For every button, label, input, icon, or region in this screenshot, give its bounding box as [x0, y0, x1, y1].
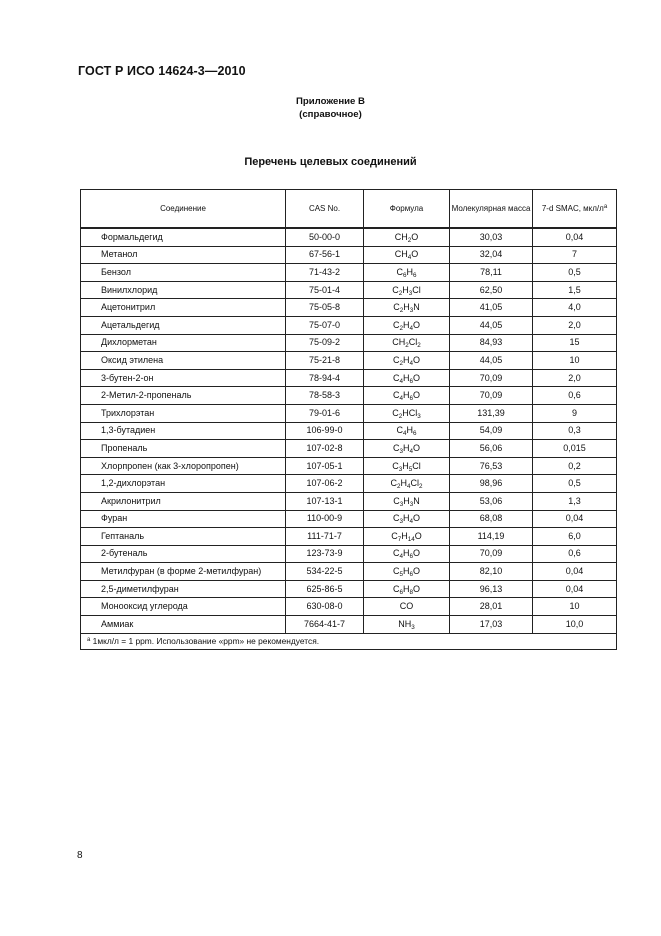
cas-number-cell: 71-43-2 — [286, 264, 364, 282]
formula-subscript: 8 — [409, 588, 413, 596]
table-body — [81, 228, 617, 633]
formula-subscript: 5 — [399, 571, 403, 579]
compound-name-cell: Метанол — [81, 246, 286, 264]
formula-part: O — [414, 530, 422, 541]
smac-value-cell: 0,015 — [533, 440, 617, 458]
molecular-mass-cell: 70,09 — [450, 387, 533, 405]
formula-part: C — [396, 425, 403, 436]
molecular-mass-cell: 53,06 — [450, 492, 533, 510]
formula-subscript: 2 — [419, 483, 423, 491]
formula-part: CO — [399, 601, 414, 612]
formula-cell — [364, 264, 450, 282]
table-row — [81, 334, 617, 352]
smac-value-cell: 10 — [533, 598, 617, 616]
formula-part: C — [391, 530, 398, 541]
formula-subscript: 4 — [407, 254, 412, 262]
formula-part: Cl — [412, 284, 421, 295]
smac-value-cell: 0,04 — [533, 563, 617, 581]
formula-subscript: 2 — [417, 342, 421, 350]
formula-subscript: 3 — [399, 447, 403, 455]
compound-name-cell: Хлорпропен (как 3-хлоропропен) — [81, 457, 286, 475]
formula-part: O — [413, 354, 421, 365]
formula-cell — [364, 440, 450, 458]
formula-cell — [364, 475, 450, 493]
cas-number-cell: 123-73-9 — [286, 545, 364, 563]
formula-cell — [364, 246, 450, 264]
smac-value-cell: 2,0 — [533, 369, 617, 387]
formula-subscript: 3 — [398, 465, 403, 473]
appendix-heading — [0, 95, 661, 121]
molecular-mass-cell: 70,09 — [450, 545, 533, 563]
molecular-mass-cell: 30,03 — [450, 228, 533, 246]
smac-value-cell: 0,04 — [533, 510, 617, 528]
cas-number-cell: 630-08-0 — [286, 598, 364, 616]
formula-part: C — [392, 407, 399, 418]
table-row — [81, 316, 617, 334]
formula-cell — [364, 299, 450, 317]
compound-name-cell: Гептаналь — [81, 528, 286, 546]
formula-part: H — [406, 266, 413, 277]
formula-part: H — [402, 442, 410, 453]
compound-name-cell: 2-Метил-2-пропеналь — [81, 387, 286, 405]
footnote-mark: а — [87, 636, 91, 643]
footnote-cell — [81, 633, 617, 649]
molecular-mass-cell: 54,09 — [450, 422, 533, 440]
table-row — [81, 492, 617, 510]
formula-subscript: 6 — [409, 553, 413, 561]
cas-number-cell: 107-02-8 — [286, 440, 364, 458]
formula-part: O — [413, 390, 421, 401]
cas-number-cell: 106-99-0 — [286, 422, 364, 440]
formula-cell — [364, 457, 450, 475]
column-header-smac — [533, 190, 617, 229]
molecular-mass-cell: 82,10 — [450, 563, 533, 581]
formula-part: C — [392, 284, 399, 295]
formula-part: H — [402, 372, 410, 383]
smac-value-cell: 2,0 — [533, 316, 617, 334]
compound-name-cell: 3-бутен-2-он — [81, 369, 286, 387]
compound-name-cell: 1,3-бутадиен — [81, 422, 286, 440]
formula-subscript: 2 — [399, 324, 403, 332]
formula-part: Cl — [410, 478, 419, 489]
column-header-cas: CAS No. — [286, 190, 364, 229]
molecular-mass-cell: 98,96 — [450, 475, 533, 493]
formula-part: HCl — [402, 407, 418, 418]
smac-value-cell: 0,04 — [533, 580, 617, 598]
compound-name-cell: Бензол — [81, 264, 286, 282]
cas-number-cell: 107-13-1 — [286, 492, 364, 510]
formula-subscript: 3 — [417, 412, 421, 420]
formula-part: Cl — [412, 460, 421, 471]
compound-name-cell: Ацетонитрил — [81, 299, 286, 317]
smac-value-cell: 0,2 — [533, 457, 617, 475]
compound-name-cell: Формальдегид — [81, 228, 286, 246]
column-header-formula: Формула — [364, 190, 450, 229]
table-row — [81, 369, 617, 387]
formula-subscript: 3 — [399, 500, 404, 508]
formula-subscript: 6 — [402, 271, 407, 279]
formula-part: H — [403, 302, 410, 313]
formula-part: C — [393, 302, 400, 313]
smac-value-cell: 4,0 — [533, 299, 617, 317]
formula-subscript: 4 — [402, 430, 407, 438]
formula-part: H — [402, 354, 410, 365]
formula-part: C — [392, 390, 400, 401]
formula-part: H — [400, 478, 407, 489]
formula-cell — [364, 492, 450, 510]
appendix-subtitle: (справочное) — [299, 109, 362, 120]
formula-subscript: 6 — [409, 395, 413, 403]
formula-subscript: 2 — [399, 359, 403, 367]
cas-number-cell: 534-22-5 — [286, 563, 364, 581]
formula-subscript: 6 — [399, 588, 403, 596]
formula-cell — [364, 616, 450, 634]
formula-cell — [364, 598, 450, 616]
cas-number-cell: 625-86-5 — [286, 580, 364, 598]
molecular-mass-cell: 56,06 — [450, 440, 533, 458]
formula-cell — [364, 387, 450, 405]
table-row — [81, 404, 617, 422]
formula-part: C — [392, 319, 400, 330]
formula-part: N — [413, 302, 420, 313]
formula-part: O — [411, 249, 419, 260]
column-header-mass: Молекулярная масса — [450, 190, 533, 229]
cas-number-cell: 79-01-6 — [286, 404, 364, 422]
compound-name-cell: Акрилонитрил — [81, 492, 286, 510]
molecular-mass-cell: 28,01 — [450, 598, 533, 616]
formula-subscript: 2 — [407, 236, 412, 244]
compound-name-cell: Пропеналь — [81, 440, 286, 458]
formula-part: H — [402, 513, 410, 524]
molecular-mass-cell: 62,50 — [450, 281, 533, 299]
formula-subscript: 6 — [409, 377, 413, 385]
formula-cell — [364, 228, 450, 246]
compound-name-cell: Метилфуран (в форме 2-метилфуран) — [81, 563, 286, 581]
smac-footnote-mark: а — [603, 204, 608, 210]
smac-value-cell: 0,6 — [533, 387, 617, 405]
formula-cell — [364, 422, 450, 440]
cas-number-cell: 7664-41-7 — [286, 616, 364, 634]
cas-number-cell: 111-71-7 — [286, 528, 364, 546]
appendix-title: Приложение В — [296, 96, 365, 107]
table-row — [81, 352, 617, 370]
formula-cell — [364, 369, 450, 387]
formula-part: O — [413, 566, 421, 577]
formula-part: C — [392, 354, 400, 365]
smac-value-cell: 7 — [533, 246, 617, 264]
formula-subscript: 3 — [408, 289, 413, 297]
molecular-mass-cell: 68,08 — [450, 510, 533, 528]
formula-part: C — [390, 478, 397, 489]
formula-part: Cl — [408, 337, 418, 348]
compound-name-cell: Винилхлорид — [81, 281, 286, 299]
formula-cell — [364, 334, 450, 352]
smac-value-cell: 10,0 — [533, 616, 617, 634]
formula-part: CH — [394, 231, 408, 242]
formula-part: C — [392, 460, 399, 471]
compound-name-cell: Оксид этилена — [81, 352, 286, 370]
compounds-table — [80, 189, 617, 650]
formula-subscript: 2 — [396, 483, 401, 491]
formula-part: C — [396, 266, 403, 277]
formula-part: C — [392, 548, 400, 559]
smac-value-cell: 6,0 — [533, 528, 617, 546]
formula-subscript: 3 — [409, 500, 414, 508]
formula-part: H — [403, 495, 410, 506]
molecular-mass-cell: 84,93 — [450, 334, 533, 352]
formula-subscript: 6 — [409, 571, 413, 579]
formula-part: C — [392, 372, 400, 383]
cas-number-cell: 107-05-1 — [286, 457, 364, 475]
compound-name-cell: Дихлорметан — [81, 334, 286, 352]
formula-cell — [364, 510, 450, 528]
formula-part: C — [392, 583, 400, 594]
formula-subscript: 3 — [399, 518, 403, 526]
molecular-mass-cell: 44,05 — [450, 352, 533, 370]
document-header: ГОСТ Р ИСО 14624-3—2010 — [78, 64, 246, 78]
molecular-mass-cell: 17,03 — [450, 616, 533, 634]
compound-name-cell: 2-бутеналь — [81, 545, 286, 563]
formula-subscript: 6 — [413, 430, 417, 438]
formula-subscript: 2 — [398, 289, 403, 297]
table-row — [81, 563, 617, 581]
formula-cell — [364, 316, 450, 334]
footnote-row — [81, 633, 617, 649]
table-row — [81, 580, 617, 598]
formula-part: H — [402, 566, 410, 577]
formula-part: O — [413, 583, 421, 594]
formula-subscript: 4 — [409, 518, 413, 526]
compound-name-cell: 2,5-диметилфуран — [81, 580, 286, 598]
table-row — [81, 616, 617, 634]
smac-value-cell: 0,04 — [533, 228, 617, 246]
formula-part: O — [411, 231, 419, 242]
compound-name-cell: Аммиак — [81, 616, 286, 634]
table-row — [81, 545, 617, 563]
smac-header-label: 7-d SMAC, мкл/л — [541, 204, 604, 213]
table-header-row — [81, 190, 617, 229]
compound-name-cell: Фуран — [81, 510, 286, 528]
formula-subscript: 4 — [409, 359, 413, 367]
molecular-mass-cell: 44,05 — [450, 316, 533, 334]
cas-number-cell: 78-58-3 — [286, 387, 364, 405]
list-title: Перечень целевых соединений — [244, 156, 417, 168]
formula-subscript: 4 — [399, 395, 403, 403]
formula-part: O — [413, 442, 421, 453]
formula-part: H — [402, 390, 410, 401]
table-row — [81, 457, 617, 475]
cas-number-cell: 75-05-8 — [286, 299, 364, 317]
formula-cell — [364, 404, 450, 422]
formula-cell — [364, 281, 450, 299]
formula-subscript: 6 — [413, 271, 417, 279]
formula-part: C — [392, 513, 400, 524]
formula-subscript: 3 — [411, 623, 415, 631]
molecular-mass-cell: 76,53 — [450, 457, 533, 475]
formula-subscript: 4 — [399, 553, 403, 561]
table-row — [81, 422, 617, 440]
smac-value-cell: 10 — [533, 352, 617, 370]
formula-part: H — [401, 530, 408, 541]
formula-part: O — [413, 319, 421, 330]
page-number: 8 — [77, 850, 83, 861]
formula-subscript: 2 — [399, 307, 404, 315]
cas-number-cell: 107-06-2 — [286, 475, 364, 493]
formula-part: H — [402, 460, 409, 471]
footnote-text: 1мкл/л = 1 ppm. Использование «ppm» не рекомендуется. — [90, 635, 320, 646]
formula-subscript: 4 — [409, 324, 413, 332]
molecular-mass-cell: 96,13 — [450, 580, 533, 598]
molecular-mass-cell: 78,11 — [450, 264, 533, 282]
smac-value-cell: 0,6 — [533, 545, 617, 563]
formula-subscript: 2 — [398, 412, 403, 420]
formula-part: H — [406, 425, 413, 436]
formula-part: CH — [392, 337, 406, 348]
compound-name-cell: Монооксид углерода — [81, 598, 286, 616]
cas-number-cell: 67-56-1 — [286, 246, 364, 264]
formula-cell — [364, 580, 450, 598]
table-row — [81, 440, 617, 458]
compound-name-cell: Ацетальдегид — [81, 316, 286, 334]
table-row — [81, 299, 617, 317]
cas-number-cell: 75-21-8 — [286, 352, 364, 370]
formula-subscript: 4 — [409, 447, 413, 455]
table-row — [81, 387, 617, 405]
cas-number-cell: 75-07-0 — [286, 316, 364, 334]
molecular-mass-cell: 41,05 — [450, 299, 533, 317]
table-row — [81, 475, 617, 493]
smac-value-cell: 1,5 — [533, 281, 617, 299]
compound-name-cell: Трихлорэтан — [81, 404, 286, 422]
formula-part: C — [392, 566, 400, 577]
formula-subscript: 7 — [397, 535, 402, 543]
formula-part: CH — [394, 249, 408, 260]
smac-value-cell: 15 — [533, 334, 617, 352]
formula-subscript: 5 — [408, 465, 413, 473]
formula-subscript: 4 — [406, 483, 411, 491]
smac-value-cell: 9 — [533, 404, 617, 422]
table-row — [81, 598, 617, 616]
formula-part: H — [402, 548, 410, 559]
table-row — [81, 528, 617, 546]
formula-cell — [364, 528, 450, 546]
formula-part: O — [413, 513, 421, 524]
molecular-mass-cell: 114,19 — [450, 528, 533, 546]
formula-subscript: 2 — [405, 342, 409, 350]
formula-part: O — [413, 372, 421, 383]
smac-value-cell: 0,5 — [533, 475, 617, 493]
table-row — [81, 281, 617, 299]
formula-part: NH — [398, 618, 412, 629]
column-header-compound: Соединение — [81, 190, 286, 229]
cas-number-cell: 78-94-4 — [286, 369, 364, 387]
cas-number-cell: 50-00-0 — [286, 228, 364, 246]
formula-part: O — [413, 548, 421, 559]
formula-part: C — [392, 442, 400, 453]
cas-number-cell: 75-09-2 — [286, 334, 364, 352]
cas-number-cell: 110-00-9 — [286, 510, 364, 528]
formula-part: H — [402, 319, 410, 330]
formula-subscript: 4 — [399, 377, 403, 385]
compound-name-cell: 1,2-дихлорэтан — [81, 475, 286, 493]
formula-part: H — [402, 284, 409, 295]
smac-value-cell: 0,5 — [533, 264, 617, 282]
molecular-mass-cell: 70,09 — [450, 369, 533, 387]
formula-cell — [364, 545, 450, 563]
smac-value-cell: 0,3 — [533, 422, 617, 440]
formula-cell — [364, 563, 450, 581]
table-row — [81, 264, 617, 282]
table-row — [81, 228, 617, 246]
cas-number-cell: 75-01-4 — [286, 281, 364, 299]
formula-subscript: 3 — [409, 307, 414, 315]
smac-value-cell: 1,3 — [533, 492, 617, 510]
formula-part: N — [413, 495, 420, 506]
formula-part: H — [402, 583, 410, 594]
molecular-mass-cell: 32,04 — [450, 246, 533, 264]
formula-cell — [364, 352, 450, 370]
molecular-mass-cell: 131,39 — [450, 404, 533, 422]
table-row — [81, 510, 617, 528]
table-row — [81, 246, 617, 264]
formula-subscript: 14 — [407, 535, 415, 543]
formula-part: C — [393, 495, 400, 506]
